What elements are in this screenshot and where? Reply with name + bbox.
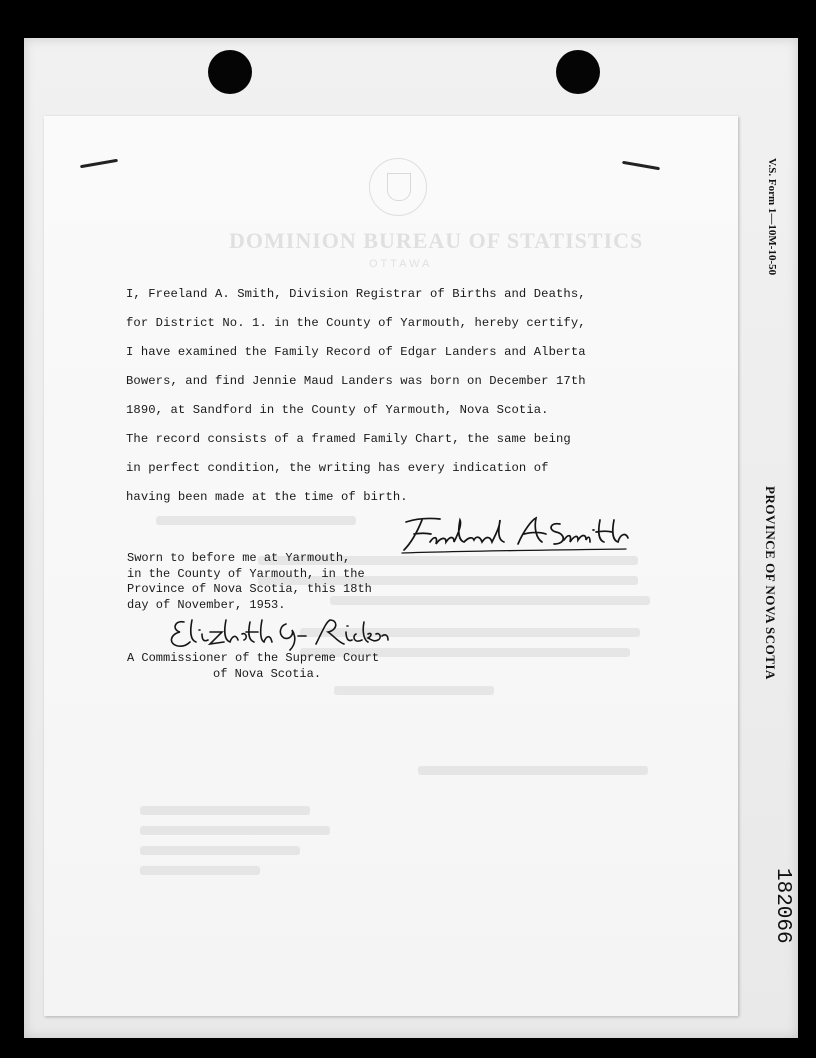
province-label: PROVINCE OF NOVA SCOTIA [763, 486, 778, 680]
certificate-line: 1890, at Sandford in the County of Yarmouth, Nova Scotia. [126, 403, 549, 417]
coat-of-arms-icon [369, 158, 427, 216]
faded-text-line [140, 826, 330, 835]
oath-statement [127, 551, 372, 613]
certificate-line: I have examined the Family Record of Edgar Landers and Alberta [126, 345, 586, 359]
right-tick-mark [622, 161, 660, 171]
commissioner-line: of Nova Scotia. [213, 666, 322, 681]
oath-line: day of November, 1953. [127, 597, 286, 612]
shield-icon [387, 173, 411, 201]
registrar-certificate [126, 280, 586, 512]
certificate-line: Bowers, and find Jennie Maud Landers was born on December 17th [126, 374, 586, 388]
faded-text-line [156, 516, 356, 525]
certificate-line: for District No. 1. in the County of Yarmouth, hereby certify, [126, 316, 586, 330]
certificate-line: having been made at the time of birth. [126, 490, 408, 504]
faded-text-line [140, 806, 310, 815]
left-punch-hole [208, 50, 252, 94]
faded-text-line [418, 766, 648, 775]
faded-text-line [334, 686, 494, 695]
certificate-line: in perfect condition, the writing has every indication of [126, 461, 549, 475]
faded-text-line [140, 846, 300, 855]
faded-text-line [140, 866, 260, 875]
right-punch-hole [556, 50, 600, 94]
oath-line: in the County of Yarmouth, in the [127, 566, 365, 581]
form-number: V.S. Form 1—10M-10-50 [766, 158, 778, 276]
oath-line: Province of Nova Scotia, this 18th [127, 582, 372, 596]
commissioner-line: A Commissioner of the Supreme Court [127, 651, 380, 665]
commissioner-title [127, 651, 379, 682]
registrar-signature [400, 512, 632, 556]
commissioner-signature [166, 614, 392, 654]
letterhead-title: DOMINION BUREAU OF STATISTICS [229, 228, 644, 253]
faded-text-line [330, 596, 650, 605]
letterhead-city: OTTAWA [369, 258, 433, 270]
serial-number: 182066 [771, 868, 794, 944]
certificate-line: The record consists of a framed Family Chart, the same being [126, 432, 571, 446]
certificate-line: I, Freeland A. Smith, Division Registrar of Births and Deaths, [126, 287, 586, 301]
oath-line: Sworn to before me at Yarmouth, [127, 551, 351, 565]
left-tick-mark [80, 159, 118, 169]
